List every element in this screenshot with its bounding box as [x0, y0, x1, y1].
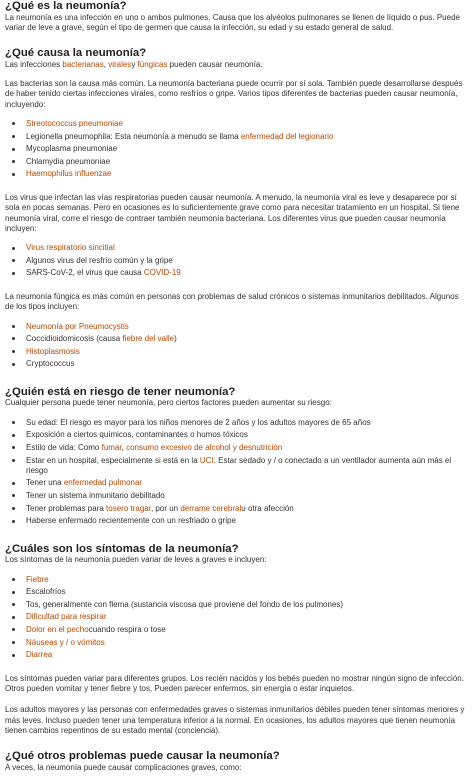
- list-item: [26, 612, 467, 622]
- text-segment: Las infecciones: [5, 59, 63, 69]
- text-segment: Tener una: [26, 478, 64, 488]
- link-nauseas[interactable]: Náuseas y / o vómitos: [26, 637, 105, 647]
- paragraph-bacteria: Las bacterias son la causa más común. La neumonía bacteriana puede ocurrir por sí sola. También puede desarrollarse después de haber tenido ciertas infecciones virales, como resfríos o gripe. Varios tipos diferentes de bacterias pueden causar neumonía, incluyendo:: [5, 79, 463, 109]
- list-item: [26, 478, 467, 488]
- link-virales[interactable]: virales: [108, 59, 132, 69]
- link-derrame-cerebral[interactable]: derrame cerebral: [180, 503, 242, 513]
- paragraph-symptoms-elderly: Los adultos mayores y las personas con enfermedades graves o sistemas inmunitarios débiles pueden tener síntomas menores y más leves. Incluso pueden tener una temperatura inferior a la normal. En ocasiones, los adultos mayores que tienen neumonía tienen cambios repentinos de su estado mental (conciencia).: [5, 705, 465, 736]
- list-item: Su edad: El riesgo es mayor para los niños menores de 2 años y los adultos mayores de 65 años: [26, 418, 467, 428]
- link-dificultad-respirar[interactable]: Dificultad para respirar: [26, 612, 107, 622]
- text-segment: ,: [121, 442, 127, 452]
- list-item: Haberse enfermado recientemente con un resfriado o gripe: [26, 516, 467, 526]
- paragraph-virus: Los virus que infectan las vías respiratorias pueden causar neumonía. A menudo, la neumonía viral es leve y desaparece por sí sola en pocas semanas. Pero en ocasiones es lo suficientemente grave como para necesitar tratamiento en un hospital. Si tiene neumonía viral, corre el riesgo de contraer también neumonía bacteriana. Los diferentes virus que pueden causar neumonía incluyen:: [5, 192, 460, 233]
- heading-causes: ¿Qué causa la neumonía?: [5, 47, 147, 60]
- list-item: [26, 169, 467, 179]
- paragraph-risk-intro: Cualquier persona puede tener neumonía, pero ciertos factores pueden aumentar su riesgo:: [5, 398, 332, 408]
- link-enfermedad-pulmonar[interactable]: enfermedad pulmonar: [63, 478, 143, 488]
- text-segment: Coccidioidomicosis (causa: [26, 334, 123, 344]
- link-dolor-pecho[interactable]: Dolor en el pecho: [26, 625, 89, 635]
- link-toser[interactable]: tosero: [106, 503, 129, 513]
- link-fumar[interactable]: fumar: [101, 442, 122, 452]
- link-histoplasmosis[interactable]: Histoplasmosis: [26, 346, 80, 356]
- list-item: [26, 347, 467, 357]
- link-fungicas[interactable]: fúngicas: [137, 59, 168, 69]
- paragraph-what-is: La neumonía es una infección en uno o ambos pulmones. Causa que los alvéolos pulmonares se llenen de líquido o pus. Puede variar de leve a grave, según el tipo de germen que causa la infección, su edad y su estado general de salud.: [5, 12, 460, 32]
- list-item: Algunos virus del resfrío común y la gripe: [26, 256, 467, 266]
- link-covid19[interactable]: COVID-19: [143, 268, 181, 278]
- list-item: Escalofríos: [26, 587, 467, 597]
- text-segment: Tener problemas para: [26, 503, 107, 513]
- text-segment: ): [174, 334, 177, 344]
- link-bacterianas[interactable]: bacterianas: [62, 59, 104, 69]
- list-item: [26, 575, 467, 585]
- link-virus-sincitial[interactable]: Virus respiratorio sincitial: [26, 243, 115, 253]
- link-streptococcus[interactable]: Streotococcus pneumoniae: [26, 118, 123, 128]
- list-symptoms: [5, 575, 467, 661]
- text-segment: ,: [103, 59, 109, 69]
- list-item: Cryptococcus: [26, 359, 467, 369]
- text-segment: . Estar sedado y / o conectado a un ventilador aumenta aún más el riesgo: [26, 455, 452, 475]
- text-segment: SARS-CoV-2, el virus que causa: [26, 268, 144, 278]
- text-segment: cuando respira o tose: [88, 625, 166, 635]
- list-item: Mycoplasma pneumoniae: [26, 144, 467, 154]
- list-item: [26, 456, 467, 477]
- text-segment: u otra afección: [241, 503, 294, 513]
- text-segment: Legionella pneumophila: Esta neumonía a menudo se llama: [26, 131, 241, 141]
- list-item: [26, 443, 467, 453]
- link-pneumocystis[interactable]: Neumonía por Pneumocystis: [26, 321, 129, 331]
- list-risk: [5, 418, 467, 527]
- paragraph-symptoms-intro: Los síntomas de la neumonía pueden variar de leves a graves e incluyen:: [5, 555, 267, 565]
- text-segment: pueden causar neumonía.: [167, 59, 263, 69]
- text-segment: Estar en un hospital, especialmente si está en la: [26, 455, 200, 465]
- list-item: [26, 322, 467, 332]
- heading-symptoms: ¿Cuáles son los síntomas de la neumonía?: [5, 542, 239, 555]
- heading-what-is: ¿Qué es la neumonía?: [5, 0, 127, 12]
- link-desnutricion[interactable]: y desnutrición: [232, 442, 283, 452]
- list-bacteria: [5, 119, 467, 180]
- link-diarrea[interactable]: Diarrea: [26, 650, 53, 660]
- paragraph-fungal: La neumonía fúngica es más común en personas con problemas de salud crónicos o sistemas inmunitarios debilitados. Algunos de los tipos incluyen:: [5, 291, 459, 312]
- link-haemophilus[interactable]: Haemophilus influenzae: [26, 169, 112, 179]
- heading-complications: ¿Qué otros problemas puede causar la neumonía?: [5, 750, 280, 763]
- list-item: Tos, generalmente con flema (sustancia viscosa que proviene del fondo de los pulmones): [26, 600, 467, 610]
- list-item: Chlamydia pneumoniae: [26, 157, 467, 167]
- text-segment: Estilo de vida: Como: [26, 442, 102, 452]
- list-item: [26, 650, 467, 660]
- list-item: [26, 625, 467, 635]
- link-alcohol[interactable]: consumo excesivo de alcohol: [126, 442, 231, 452]
- list-item: [26, 132, 467, 142]
- link-fiebre-del-valle[interactable]: fiebre del valle: [122, 334, 175, 344]
- list-item: Tener un sistema inmunitario debilitado: [26, 491, 467, 501]
- text-segment: y: [131, 59, 138, 69]
- link-uci[interactable]: UCI: [199, 455, 214, 465]
- list-item: [26, 504, 467, 514]
- heading-risk: ¿Quién está en riesgo de tener neumonía?: [5, 385, 236, 398]
- list-item: Exposición a ciertos químicos, contaminantes o humos tóxicos: [26, 430, 467, 440]
- list-item: [26, 243, 467, 253]
- list-fungal: [5, 322, 467, 370]
- link-legionario[interactable]: enfermedad del legionario: [240, 131, 334, 141]
- list-virus: [5, 243, 467, 278]
- link-tragar[interactable]: tragar: [130, 503, 151, 513]
- list-item: [26, 119, 467, 129]
- paragraph-complications-intro: A veces, la neumonía puede causar complicaciones graves, como:: [5, 762, 242, 772]
- paragraph-symptoms-groups: Los síntomas pueden variar para diferentes grupos. Los recién nacidos y los bebés pueden no mostrar ningún signo de infección. Otros pueden vomitar y tener fiebre y tos. Pueden parecer enfermos, sin energía o estar inquietos.: [5, 673, 464, 694]
- link-fiebre[interactable]: Fiebre: [26, 574, 49, 584]
- list-item: [26, 334, 467, 344]
- list-item: [26, 638, 467, 648]
- list-item: [26, 268, 467, 278]
- paragraph-causes-intro: [5, 60, 467, 70]
- text-segment: , por un: [150, 503, 181, 513]
